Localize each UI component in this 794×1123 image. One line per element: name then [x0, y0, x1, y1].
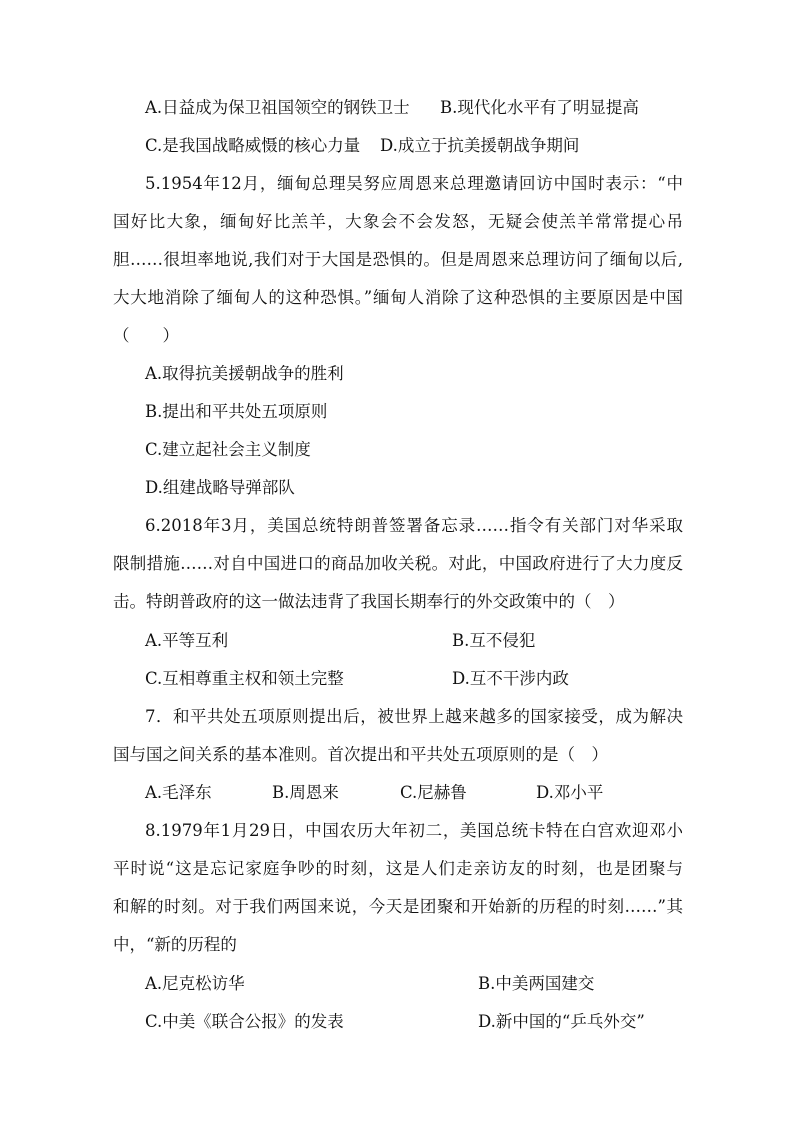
q5-option-b[interactable]: B.提出和平共处五项原则	[145, 402, 328, 421]
q6-stem-line-3	[0, 589, 794, 615]
q4-options-row-1	[0, 95, 794, 121]
q5-stem-text: 胆……很坦率地说,我们对于大国是恐惧的。但是周恩来总理访问了缅甸以后,	[113, 250, 683, 269]
q6-stem-text: 限制措施……对自中国进口的商品加收关税。对此，中国政府进行了大力度反	[113, 554, 683, 573]
q7-options-row	[0, 780, 794, 806]
q6-options-row-2	[0, 666, 794, 692]
q4-option-c[interactable]: C.是我国战略威慑的核心力量	[145, 136, 361, 155]
q5-stem-line-1	[0, 171, 794, 197]
q5-stem-line-4	[0, 285, 794, 311]
q7-stem-line-1	[0, 704, 794, 730]
q8-stem-line-4	[0, 932, 794, 958]
q8-options-row-1	[0, 971, 794, 997]
q4-option-d[interactable]: D.成立于抗美援朝战争期间	[380, 136, 580, 155]
q8-stem-text: 中，“新的历程的	[113, 935, 237, 954]
q8-stem-line-1	[0, 818, 794, 844]
q8-options-row-2	[0, 1009, 794, 1035]
q6-option-c[interactable]: C.互相尊重主权和领土完整	[145, 669, 344, 688]
q6-stem-line-2	[0, 551, 794, 577]
q5-answer-bracket-line	[0, 323, 794, 349]
q6-option-b[interactable]: B.互不侵犯	[452, 631, 536, 650]
q6-option-d[interactable]: D.互不干涉内政	[452, 669, 569, 688]
q8-option-c[interactable]: C.中美《联合公报》的发表	[145, 1012, 344, 1031]
q5-option-b-row	[0, 399, 794, 425]
q5-option-d-row	[0, 475, 794, 501]
q7-option-c[interactable]: C.尼赫鲁	[400, 783, 467, 802]
q6-stem-text: 6.2018年3月，美国总统特朗普签署备忘录……指令有关部门对华采取	[145, 516, 683, 535]
q5-option-d[interactable]: D.组建战略导弹部队	[145, 478, 295, 497]
q6-stem-text: 击。特朗普政府的这一做法违背了我国长期奉行的外交政策中的（ ）	[113, 592, 625, 611]
q6-stem-line-1	[0, 513, 794, 539]
q5-stem-line-3	[0, 247, 794, 273]
q5-stem-text: 大大地消除了缅甸人的这种恐惧。”缅甸人消除了这种恐惧的主要原因是中国	[113, 288, 683, 307]
q7-option-d[interactable]: D.邓小平	[536, 783, 604, 802]
q5-stem-line-2	[0, 209, 794, 235]
q7-stem-text: 7．和平共处五项原则提出后，被世界上越来越多的国家接受，成为解决	[145, 707, 683, 726]
q8-stem-text: 8.1979年1月29日，中国农历大年初二，美国总统卡特在白宫欢迎邓小	[145, 821, 683, 840]
q6-option-a[interactable]: A.平等互利	[145, 631, 229, 650]
q8-stem-text: 平时说“这是忘记家庭争吵的时刻，这是人们走亲访友的时刻，也是团聚与	[113, 859, 683, 878]
q4-option-b[interactable]: B.现代化水平有了明显提高	[440, 98, 639, 117]
q7-stem-line-2	[0, 742, 794, 768]
q5-option-c-row	[0, 437, 794, 463]
q6-options-row-1	[0, 628, 794, 654]
q7-option-a[interactable]: A.毛泽东	[145, 783, 212, 802]
q7-option-b[interactable]: B.周恩来	[272, 783, 339, 802]
q5-stem-text: 5.1954年12月，缅甸总理吴努应周恩来总理邀请回访中国时表示：“中	[145, 174, 683, 193]
q5-option-c[interactable]: C.建立起社会主义制度	[145, 440, 311, 459]
q8-stem-text: 和解的时刻。对于我们两国来说，今天是团聚和开始新的历程的时刻……”其	[113, 897, 683, 916]
answer-bracket: （ ）	[113, 326, 179, 345]
q8-option-a[interactable]: A.尼克松访华	[145, 974, 245, 993]
q8-option-b[interactable]: B.中美两国建交	[478, 974, 595, 993]
q7-stem-text: 国与国之间关系的基本准则。首次提出和平共处五项原则的是（ ）	[113, 745, 608, 764]
q5-stem-text: 国好比大象，缅甸好比羔羊，大象会不会发怒，无疑会使羔羊常常提心吊	[113, 212, 683, 231]
q8-option-d[interactable]: D.新中国的“乒乓外交”	[478, 1012, 645, 1031]
q4-options-row-2	[0, 133, 794, 159]
q5-option-a-row	[0, 361, 794, 387]
q8-stem-line-3	[0, 894, 794, 920]
q5-option-a[interactable]: A.取得抗美援朝战争的胜利	[145, 364, 344, 383]
q8-stem-line-2	[0, 856, 794, 882]
q4-option-a[interactable]: A.日益成为保卫祖国领空的钢铁卫士	[145, 98, 410, 117]
